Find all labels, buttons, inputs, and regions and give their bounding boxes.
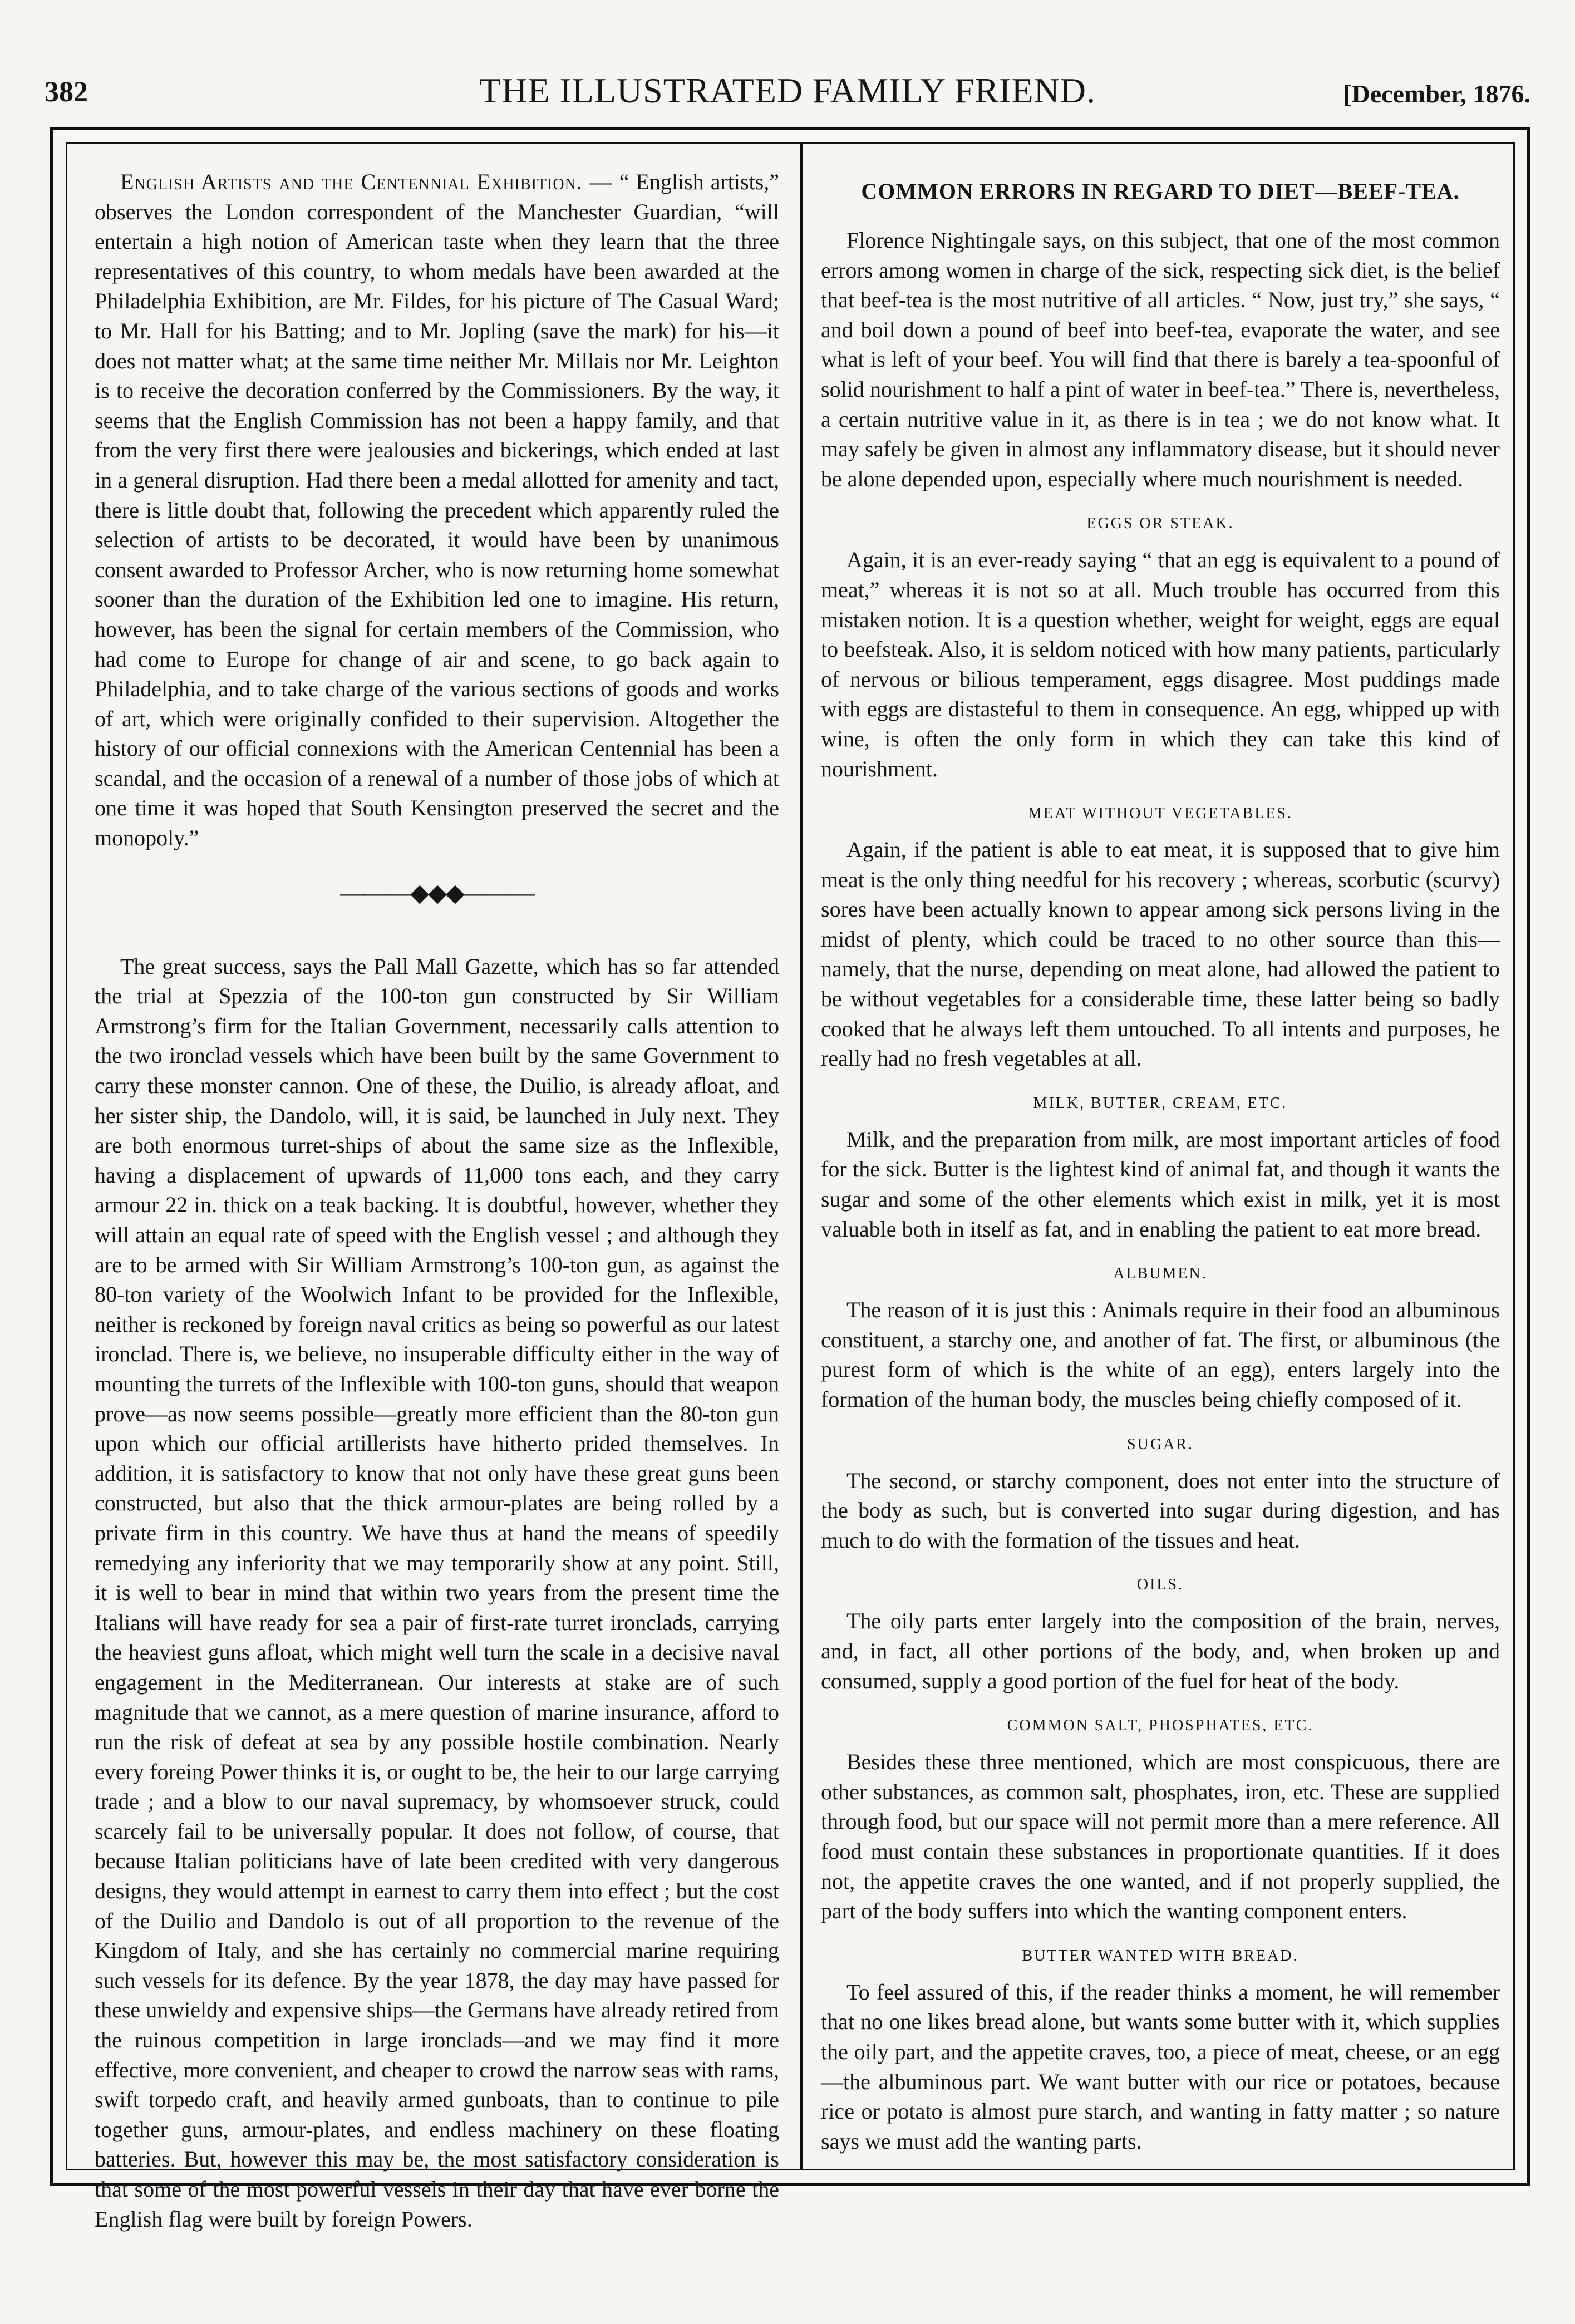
section-body: Again, if the patient is able to eat meat, it is supposed that to give him meat is the only thing needful for his recovery ; whereas, scorbutic (scurvy) sores have been actually known to appear among sick persons living in the midst of plenty, which could be traced to no other source than this—namely, that the nurse, depending on meat alone, had allowed the patient to be without vegetables for a considerable time, these latter being so badly cooked that he always left them untouched. To all intents and purposes, he really had no fresh vegetables at all. [821, 837, 1500, 1071]
section-body: Milk, and the preparation from milk, are most important articles of food for the sick. Butter is the lightest kind of animal fat, and though it wants the sugar and some of the other elements which exist in milk, yet it is most valuable both in itself as fat, and in enabling the patient to eat more bread. [821, 1126, 1500, 1242]
section-heading: BUTTER WANTED WITH BREAD. [1022, 1947, 1299, 1964]
article-intro: Florence Nightingale says, on this subject, that one of the most common errors among women in charge of the sick, respecting sick diet, is the belief that beef-tea is the most nutritive of all articles. “ Now, just try,” she says, “ and boil down a pound of beef into beef-tea, evaporate the water, and see what is left of your beef. You will find that there is barely a tea-spoonful of solid nourishment to half a pint of water in beef-tea.” There is, nevertheless, a certain nutritive value in it, as there is in tea ; we do not know what. It may safely be given in almost any inflammatory disease, but it should never be alone depended upon, especially where much nourishment is needed. [821, 228, 1500, 491]
section-heading: OILS. [1136, 1576, 1184, 1594]
article-title: English Artists and the Centennial Exhibition. — [120, 169, 613, 194]
issue-date: [December, 1876. [1343, 80, 1530, 108]
column-divider [800, 142, 803, 2170]
right-column [821, 167, 1500, 2154]
section-body: The oily parts enter largely into the composition of the brain, nerves, and, in fact, all other portions of the body, and, when broken up and consumed, supply a good portion of the fuel for heat of the body. [821, 1608, 1500, 1693]
publication-title: THE ILLUSTRATED FAMILY FRIEND. [479, 71, 1096, 110]
section-heading: SUGAR. [1127, 1435, 1194, 1453]
left-column [95, 167, 780, 2232]
section-body: Besides these three mentioned, which are most conspicuous, there are other substances, as common salt, phosphates, iron, etc. These are supplied through food, but our space will not permit more than a mere reference. All food must contain these substances in proportionate quantities. If it does not, the appetite craves the one wanted, and if not properly supplied, the part of the body suffers into which the wanting component enters. [821, 1749, 1500, 1924]
section-heading: MEAT WITHOUT VEGETABLES. [1027, 805, 1293, 823]
section-body: The second, or starchy component, does not enter into the structure of the body as such, but is converted into sugar during digestion, and has much to do with the formation of the tissues and heat. [821, 1468, 1500, 1553]
section-body: The reason of it is just this : Animals require in their food an albuminous constituent, a starchy one, and another of fat. The first, or albuminous (the purest form of which is the white of an egg), enters largely into the formation of the human body, the muscles being chiefly composed of it. [821, 1297, 1500, 1412]
article-ironclads: The great success, says the Pall Mall Gazette, which has so far attended the trial at Spezzia of the 100-ton gun constructed by Sir William Armstrong’s firm for the Italian Government, necessarily calls attention to the two ironclad vessels which have been built by the same Government to carry these monster cannon. One of these, the Duilio, is already afloat, and her sister ship, the Dandolo, will, it is said, be launched in July next. They are both enormous turret-ships of about the same size as the Inflexible, having a displacement of upwards of 11,000 tons each, and they carry armour 22 in. thick on a teak backing. It is doubtful, however, whether they will attain an equal rate of speed with the English vessel ; and although they are to be armed with Sir William Armstrong’s 100-ton gun, as against the 80-ton variety of the Woolwich Infant to be provided for the Inflexible, neither is reckoned by foreign naval critics as being so powerful as our latest ironclad. There is, we believe, no insuperable difficulty either in the way of mounting the turrets of the Inflexible with 100-ton guns, should that weapon prove—as now seems possible—greatly more efficient than the 80-ton gun upon which our official artillerists have hitherto prided themselves. In addition, it is satisfactory to know that not only have these great guns been constructed, but also that the thick armour-plates are being rolled by a private firm in this country. We have thus at hand the means of speedily remedying any inferiority that we may temporarily show at any point. Still, it is well to bear in mind that within two years from the present time the Italians will have ready for sea a pair of first-rate turret ironclads, carrying the heaviest guns afloat, which might well turn the scale in a decisive naval engagement in the Mediterranean. Our interests at stake are of such magnitude that we cannot, as a mere question of marine insurance, afford to run the risk of defeat at sea by any possible hostile combination. Nearly every foreing Power thinks it is, or ought to be, the heir to our large carrying trade ; and a blow to our naval supremacy, by whomsoever struck, could scarcely fail to be universally popular. It does not follow, of course, that because Italian politicians have of late been credited with very dangerous designs, they would attempt in earnest to carry them into effect ; but the cost of the Duilio and Dandolo is out of all proportion to the revenue of the Kingdom of Italy, and she has certainly no commercial marine requiring such vessels for its defence. By the year 1878, the day may have passed for these unwieldy and expensive ships—the Germans have already retired from the ruinous competition in large ironclads—and we may find it more effective, more convenient, and cheaper to crowd the narrow seas with rams, swift torpedo craft, and heavily armed gunboats, than to continue to pile together guns, armour-plates, and endless machinery on these floating batteries. But, however this may be, the most satisfactory consideration is that some of the most powerful vessels in their day that have ever borne the English flag were built by foreign Powers. [95, 953, 779, 2232]
ornament-divider: ———◆◆◆——— [340, 879, 534, 907]
article-body: “ English artists,” observes the London correspondent of the Manchester Guardian, “will entertain a high notion of American taste when they learn that the three representatives of this country, to whom medals have been awarded at the Philadelphia Exhibition, are Mr. Fildes, for his picture of The Casual Ward; to Mr. Hall for his Batting; and to Mr. Jopling (save the mark) for his—it does not matter what; at the same time neither Mr. Millais nor Mr. Leighton is to receive the decoration conferred by the Commissioners. By the way, it seems that the English Commission has not been a happy family, and that from the very first there were jealousies and bickerings, which ended at last in a general disruption. Had there been a medal allotted for amenity and tact, there is little doubt that, following the precedent which apparently ruled the selection of artists to be decorated, it would have been by unanimous consent awarded to Professor Archer, who is now returning home somewhat sooner than the duration of the Exhibition led one to imagine. His return, however, has been the signal for certain members of the Commission, who had come to Europe for change of air and scene, to go back again to Philadelphia, and to take charge of the various sections of goods and works of art, which were originally confided to their supervision. Altogether the history of our official connexions with the American Centennial has been a scandal, and the occasion of a renewal of a number of those jobs of which at one time it was hoped that South Kensington preserved the secret and the monopoly.” [95, 169, 780, 851]
section-heading: EGGS OR STEAK. [1086, 515, 1234, 533]
article-artists-centennial [95, 167, 779, 853]
section-heading: MILK, BUTTER, CREAM, ETC. [1033, 1094, 1288, 1112]
section-heading: COMMON SALT, PHOSPHATES, ETC. [1007, 1717, 1314, 1735]
page-header [45, 66, 1530, 121]
section-body: To feel assured of this, if the reader thinks a moment, he will remember that no one likes bread alone, but wants some butter with it, which supplies the oily part, and the appetite craves, too, a piece of meat, cheese, or an egg—the albuminous part. We want butter with our rice or potatoes, because rice or potato is almost pure starch, and wanting in fatty matter ; so nature says we must add the wanting parts. [821, 1979, 1500, 2154]
section-body: Again, it is an ever-ready saying “ that an egg is equivalent to a pound of meat,” whereas it is not so at all. Much trouble has occurred from this mistaken notion. It is a question whether, weight for weight, eggs are equal to beefsteak. Also, it is seldom noticed with how many patients, particularly of nervous or bilious temperament, eggs disagree. Most puddings made with eggs are distasteful to them in consequence. An egg, whipped up with wine, is often the only form in which they can take this kind of nourishment. [821, 547, 1500, 781]
article-heading: COMMON ERRORS IN REGARD TO DIET—BEEF-TEA. [861, 179, 1460, 204]
page-number: 382 [45, 76, 88, 108]
section-heading: ALBUMEN. [1113, 1265, 1208, 1283]
